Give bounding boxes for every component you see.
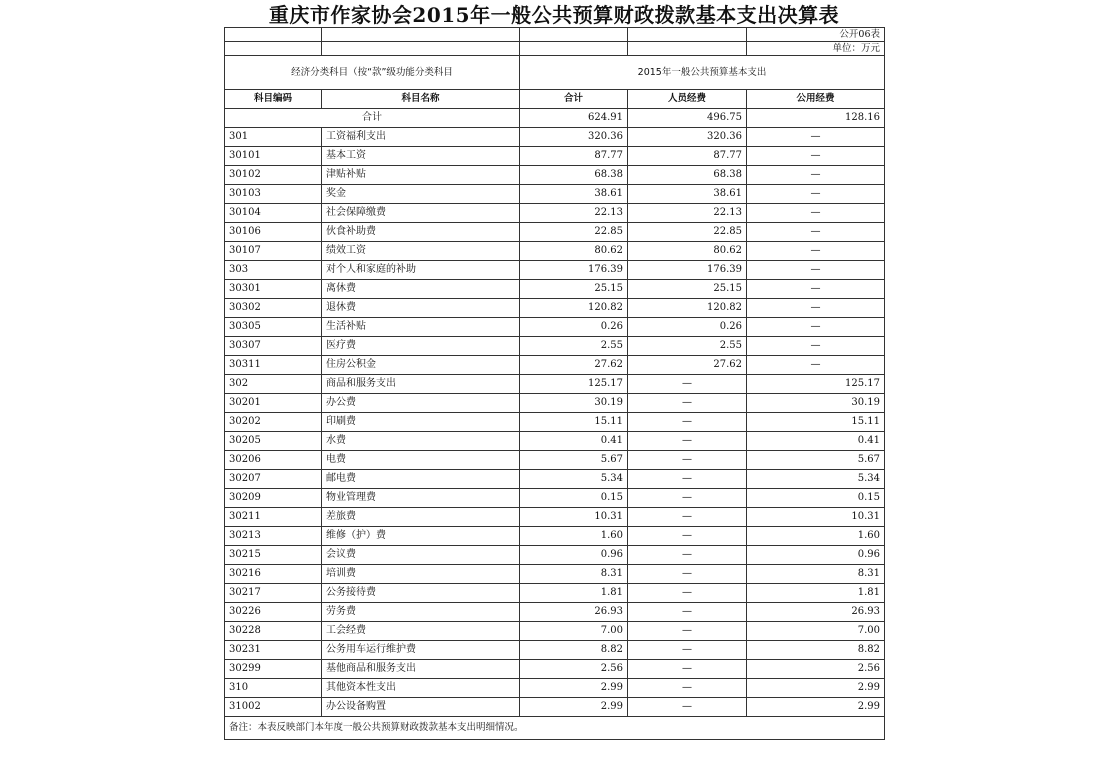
row-total: 2.55 — [520, 337, 628, 356]
row-name: 伙食补助费 — [322, 223, 520, 242]
row-public: 0.15 — [747, 489, 885, 508]
row-code: 30311 — [225, 356, 322, 375]
row-name: 对个人和家庭的补助 — [322, 261, 520, 280]
row-name: 印刷费 — [322, 413, 520, 432]
table-row — [225, 679, 885, 698]
row-personnel: 22.13 — [628, 204, 747, 223]
row-public: — — [747, 242, 885, 261]
row-total: 30.19 — [520, 394, 628, 413]
row-public: 10.31 — [747, 508, 885, 527]
row-name: 邮电费 — [322, 470, 520, 489]
row-code: 30305 — [225, 318, 322, 337]
row-code: 30209 — [225, 489, 322, 508]
budget-table — [224, 27, 885, 740]
table-row — [225, 337, 885, 356]
row-total: 22.85 — [520, 223, 628, 242]
row-code: 30216 — [225, 565, 322, 584]
row-personnel: 176.39 — [628, 261, 747, 280]
row-public: — — [747, 204, 885, 223]
row-personnel: 22.85 — [628, 223, 747, 242]
col-personnel-header: 人员经费 — [628, 90, 747, 109]
row-public: 0.41 — [747, 432, 885, 451]
row-name: 津贴补贴 — [322, 166, 520, 185]
table-row — [225, 128, 885, 147]
row-public: 5.67 — [747, 451, 885, 470]
meta-row-unit — [225, 42, 885, 56]
row-personnel: — — [628, 641, 747, 660]
row-public: 5.34 — [747, 470, 885, 489]
row-personnel: — — [628, 375, 747, 394]
row-name: 社会保障缴费 — [322, 204, 520, 223]
row-public: — — [747, 337, 885, 356]
col-public-header: 公用经费 — [747, 90, 885, 109]
row-total: 125.17 — [520, 375, 628, 394]
row-code: 30211 — [225, 508, 322, 527]
table-row — [225, 318, 885, 337]
row-total: 25.15 — [520, 280, 628, 299]
row-personnel: 0.26 — [628, 318, 747, 337]
row-public: — — [747, 166, 885, 185]
footnote: 备注：本表反映部门本年度一般公共预算财政拨款基本支出明细情况。 — [225, 717, 885, 740]
table-row — [225, 413, 885, 432]
table-row — [225, 356, 885, 375]
row-personnel: 80.62 — [628, 242, 747, 261]
row-code: 30206 — [225, 451, 322, 470]
table-row — [225, 508, 885, 527]
row-name: 商品和服务支出 — [322, 375, 520, 394]
row-personnel: — — [628, 679, 747, 698]
row-personnel: 87.77 — [628, 147, 747, 166]
row-personnel: 27.62 — [628, 356, 747, 375]
row-personnel: 2.55 — [628, 337, 747, 356]
row-personnel: — — [628, 603, 747, 622]
row-total: 38.61 — [520, 185, 628, 204]
row-total: 1.81 — [520, 584, 628, 603]
row-personnel: — — [628, 394, 747, 413]
row-name: 工会经费 — [322, 622, 520, 641]
row-total: 0.96 — [520, 546, 628, 565]
row-personnel: — — [628, 489, 747, 508]
row-name: 医疗费 — [322, 337, 520, 356]
table-number: 公开06表 — [747, 28, 885, 42]
row-personnel: — — [628, 698, 747, 717]
row-public: 30.19 — [747, 394, 885, 413]
table-row — [225, 242, 885, 261]
row-code: 301 — [225, 128, 322, 147]
row-public: 1.81 — [747, 584, 885, 603]
table-row — [225, 185, 885, 204]
table-row — [225, 641, 885, 660]
row-code: 30307 — [225, 337, 322, 356]
row-total: 27.62 — [520, 356, 628, 375]
table-row — [225, 489, 885, 508]
row-code: 30101 — [225, 147, 322, 166]
row-total: 320.36 — [520, 128, 628, 147]
row-name: 维修（护）费 — [322, 527, 520, 546]
row-total: 0.26 — [520, 318, 628, 337]
row-public: — — [747, 128, 885, 147]
row-code: 30299 — [225, 660, 322, 679]
row-name: 公务接待费 — [322, 584, 520, 603]
table-row — [225, 375, 885, 394]
page-title: 重庆市作家协会2015年一般公共预算财政拨款基本支出决算表 — [268, 3, 840, 27]
row-code: 30217 — [225, 584, 322, 603]
row-personnel: — — [628, 451, 747, 470]
row-public: 1.60 — [747, 527, 885, 546]
row-code: 30201 — [225, 394, 322, 413]
row-code: 310 — [225, 679, 322, 698]
row-total: 2.99 — [520, 679, 628, 698]
row-personnel: 68.38 — [628, 166, 747, 185]
row-public: 0.96 — [747, 546, 885, 565]
row-personnel: 25.15 — [628, 280, 747, 299]
row-name: 培训费 — [322, 565, 520, 584]
row-personnel: — — [628, 546, 747, 565]
row-code: 30205 — [225, 432, 322, 451]
row-personnel: — — [628, 527, 747, 546]
table-row — [225, 565, 885, 584]
row-public: 125.17 — [747, 375, 885, 394]
row-name: 会议费 — [322, 546, 520, 565]
row-name: 住房公积金 — [322, 356, 520, 375]
row-public: — — [747, 261, 885, 280]
row-total: 22.13 — [520, 204, 628, 223]
row-personnel: — — [628, 565, 747, 584]
meta-row-table-no — [225, 28, 885, 42]
note-row — [225, 717, 885, 740]
row-code: 30231 — [225, 641, 322, 660]
row-code: 30226 — [225, 603, 322, 622]
row-personnel: — — [628, 622, 747, 641]
unit-label: 单位：万元 — [747, 42, 885, 56]
table-row — [225, 261, 885, 280]
row-total: 176.39 — [520, 261, 628, 280]
row-name: 劳务费 — [322, 603, 520, 622]
row-total: 2.56 — [520, 660, 628, 679]
row-personnel: — — [628, 470, 747, 489]
column-header-row — [225, 90, 885, 109]
row-personnel: 38.61 — [628, 185, 747, 204]
row-name: 物业管理费 — [322, 489, 520, 508]
row-public: 2.99 — [747, 698, 885, 717]
row-public: 7.00 — [747, 622, 885, 641]
row-code: 30207 — [225, 470, 322, 489]
row-personnel: — — [628, 432, 747, 451]
table-row — [225, 546, 885, 565]
row-total: 8.31 — [520, 565, 628, 584]
row-public: 2.99 — [747, 679, 885, 698]
row-name: 生活补贴 — [322, 318, 520, 337]
row-total: 87.77 — [520, 147, 628, 166]
table-row — [225, 698, 885, 717]
row-personnel: — — [628, 413, 747, 432]
row-public: — — [747, 280, 885, 299]
row-public: 8.31 — [747, 565, 885, 584]
table-row — [225, 660, 885, 679]
row-code: 30103 — [225, 185, 322, 204]
row-name: 水费 — [322, 432, 520, 451]
row-public: — — [747, 223, 885, 242]
row-code: 30202 — [225, 413, 322, 432]
row-name: 公务用车运行维护费 — [322, 641, 520, 660]
group-header-row — [225, 56, 885, 90]
budget-group-header: 2015年一般公共预算基本支出 — [520, 56, 885, 90]
table-row — [225, 603, 885, 622]
total-personnel: 496.75 — [628, 109, 747, 128]
row-name: 电费 — [322, 451, 520, 470]
table-row — [225, 394, 885, 413]
row-total: 120.82 — [520, 299, 628, 318]
row-public: 2.56 — [747, 660, 885, 679]
row-total: 2.99 — [520, 698, 628, 717]
row-public: 15.11 — [747, 413, 885, 432]
table-row — [225, 584, 885, 603]
row-total: 8.82 — [520, 641, 628, 660]
total-total: 624.91 — [520, 109, 628, 128]
row-public: 8.82 — [747, 641, 885, 660]
col-code-header: 科目编码 — [225, 90, 322, 109]
table-row — [225, 432, 885, 451]
row-public: — — [747, 147, 885, 166]
table-row — [225, 622, 885, 641]
table-row — [225, 204, 885, 223]
row-code: 31002 — [225, 698, 322, 717]
row-code: 30106 — [225, 223, 322, 242]
row-name: 绩效工资 — [322, 242, 520, 261]
row-total: 5.67 — [520, 451, 628, 470]
row-personnel: 320.36 — [628, 128, 747, 147]
row-name: 基本工资 — [322, 147, 520, 166]
row-code: 30213 — [225, 527, 322, 546]
total-label: 合计 — [225, 109, 520, 128]
row-total: 80.62 — [520, 242, 628, 261]
table-row — [225, 299, 885, 318]
row-personnel: — — [628, 508, 747, 527]
row-personnel: — — [628, 584, 747, 603]
col-name-header: 科目名称 — [322, 90, 520, 109]
row-name: 办公费 — [322, 394, 520, 413]
row-total: 15.11 — [520, 413, 628, 432]
econ-class-header: 经济分类科目（按“款”级功能分类科目 — [225, 56, 520, 90]
row-total: 26.93 — [520, 603, 628, 622]
row-total: 0.15 — [520, 489, 628, 508]
row-total: 10.31 — [520, 508, 628, 527]
row-personnel: — — [628, 660, 747, 679]
row-public: — — [747, 185, 885, 204]
row-name: 奖金 — [322, 185, 520, 204]
row-name: 退休费 — [322, 299, 520, 318]
row-personnel: 120.82 — [628, 299, 747, 318]
col-total-header: 合计 — [520, 90, 628, 109]
row-code: 30301 — [225, 280, 322, 299]
row-name: 办公设备购置 — [322, 698, 520, 717]
table-row — [225, 280, 885, 299]
row-public: 26.93 — [747, 603, 885, 622]
row-code: 30228 — [225, 622, 322, 641]
row-code: 30215 — [225, 546, 322, 565]
row-name: 工资福利支出 — [322, 128, 520, 147]
table-row — [225, 451, 885, 470]
table-row — [225, 166, 885, 185]
row-total: 1.60 — [520, 527, 628, 546]
table-row — [225, 147, 885, 166]
row-code: 30107 — [225, 242, 322, 261]
row-total: 7.00 — [520, 622, 628, 641]
row-public: — — [747, 299, 885, 318]
table-row — [225, 527, 885, 546]
row-code: 30302 — [225, 299, 322, 318]
row-total: 68.38 — [520, 166, 628, 185]
row-total: 0.41 — [520, 432, 628, 451]
row-name: 其他资本性支出 — [322, 679, 520, 698]
row-name: 差旅费 — [322, 508, 520, 527]
row-public: — — [747, 356, 885, 375]
row-code: 302 — [225, 375, 322, 394]
row-total: 5.34 — [520, 470, 628, 489]
table-row — [225, 470, 885, 489]
total-row — [225, 109, 885, 128]
row-code: 303 — [225, 261, 322, 280]
total-public: 128.16 — [747, 109, 885, 128]
row-code: 30102 — [225, 166, 322, 185]
row-name: 基他商品和服务支出 — [322, 660, 520, 679]
row-code: 30104 — [225, 204, 322, 223]
row-name: 离休费 — [322, 280, 520, 299]
row-public: — — [747, 318, 885, 337]
table-row — [225, 223, 885, 242]
